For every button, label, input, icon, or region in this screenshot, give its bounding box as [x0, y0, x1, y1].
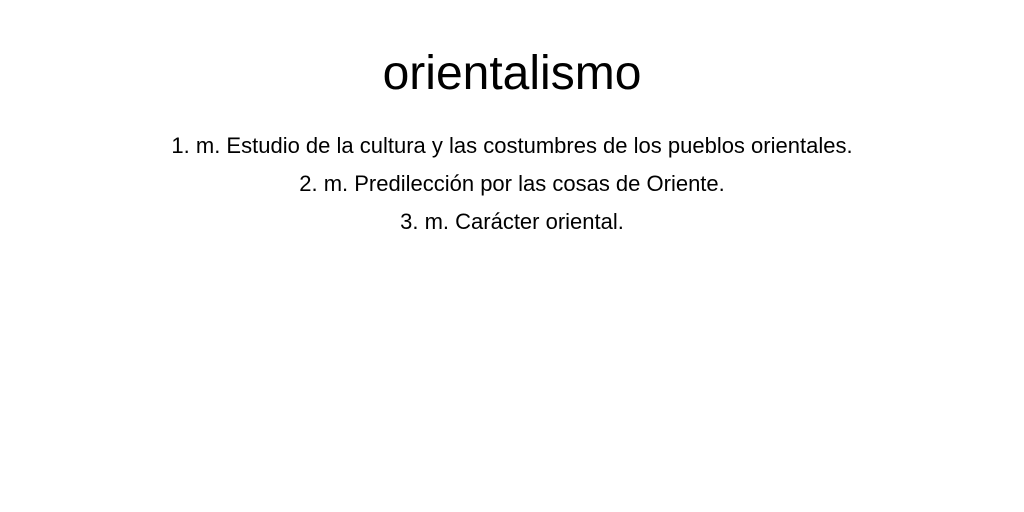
- definition-item: 3. m. Carácter oriental.: [400, 209, 624, 234]
- headword: orientalismo: [382, 47, 642, 100]
- definition-list: [0, 127, 1024, 241]
- definition-item: 1. m. Estudio de la cultura y las costumbres de los pueblos orientales.: [171, 133, 853, 158]
- definition-item: 2. m. Predilección por las cosas de Oriente.: [299, 171, 725, 196]
